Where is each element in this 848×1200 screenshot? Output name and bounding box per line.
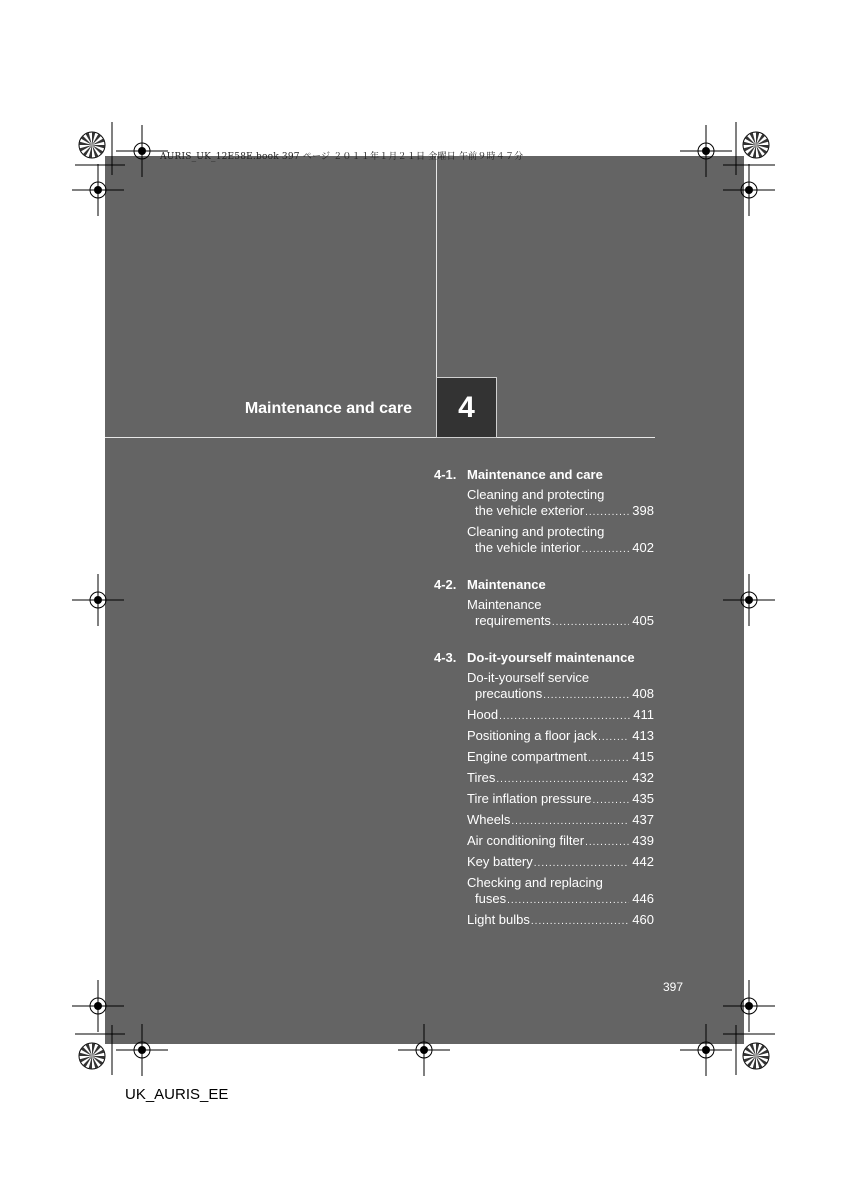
starburst-wedge (92, 145, 103, 154)
starburst-wedge (756, 132, 759, 145)
toc-leader-dots (499, 709, 630, 725)
toc-leader-dots (507, 893, 629, 909)
registration-target (134, 1042, 150, 1058)
toc-page-number: 446 (632, 891, 654, 906)
toc-entry-title: Tires (467, 770, 496, 785)
starburst-wedge (79, 142, 92, 145)
registration-target (90, 998, 106, 1014)
toc-entry-title: Cleaning and protecting (467, 524, 605, 539)
toc-page-number: 415 (632, 749, 654, 764)
starburst-wedge (743, 1053, 756, 1056)
starburst-wedge (743, 145, 756, 152)
toc-entry[interactable] (467, 597, 654, 631)
starburst-wedge (92, 139, 105, 146)
toc-page-number: 405 (632, 613, 654, 628)
toc-section-title: Maintenance (467, 577, 546, 592)
registration-dot (702, 147, 710, 155)
toc-page-number: 411 (633, 707, 654, 722)
starburst-wedge (86, 132, 93, 145)
starburst-wedge (92, 1056, 103, 1065)
starburst-wedge (753, 1056, 756, 1069)
starburst-wedge (750, 1043, 757, 1056)
toc-page-number: 442 (632, 854, 654, 869)
toc-page-number: 398 (632, 503, 654, 518)
starburst-wedge (92, 1043, 95, 1056)
table-of-contents (434, 466, 654, 948)
chapter-title: Maintenance and care (244, 400, 412, 417)
footer-code: UK_AURIS_EE (125, 1086, 229, 1103)
toc-page-number: 435 (632, 791, 654, 806)
toc-entry-title: Key battery (467, 854, 533, 869)
starburst-wedge (79, 145, 92, 152)
toc-entry[interactable] (467, 670, 654, 704)
print-header-meta: AURIS_UK_12E58E.book 397 ページ ２０１１年１月２１日 金曜日 午前９時４７分 (160, 152, 524, 162)
toc-entry-title-cont: the vehicle exterior (475, 503, 585, 518)
registration-target (416, 1042, 432, 1058)
toc-entry[interactable] (467, 487, 654, 521)
starburst-wedge (753, 145, 756, 158)
starburst-wedge (92, 134, 101, 145)
toc-entry-title: Light bulbs (467, 912, 530, 927)
registration-dot (745, 1002, 753, 1010)
toc-entry[interactable] (467, 791, 654, 809)
starburst-wedge (92, 145, 99, 158)
starburst-wedge (79, 1056, 92, 1063)
toc-entry-title-cont: the vehicle interior (475, 540, 581, 555)
toc-page-number: 460 (632, 912, 654, 927)
registration-dot (94, 1002, 102, 1010)
starburst-wedge (747, 145, 756, 156)
toc-entry-title: Cleaning and protecting (467, 487, 605, 502)
starburst-wedge (743, 142, 756, 145)
registration-dot (138, 1046, 146, 1054)
toc-entry[interactable] (467, 707, 654, 725)
toc-leader-dots (598, 730, 629, 746)
starburst-wedge (756, 1056, 763, 1069)
toc-entry-title: Checking and replacing (467, 875, 603, 890)
toc-section-heading (434, 466, 654, 484)
starburst-wedge (92, 1056, 105, 1059)
toc-entry[interactable] (467, 524, 654, 558)
registration-dot (745, 596, 753, 604)
toc-entry-title: Tire inflation pressure (467, 791, 592, 806)
toc-section (434, 466, 654, 558)
toc-entry[interactable] (467, 770, 654, 788)
registration-starburst (743, 1043, 769, 1069)
starburst-wedge (756, 134, 765, 145)
toc-leader-dots (552, 615, 629, 631)
chapter-number-badge: 4 (436, 377, 497, 438)
starburst-wedge (756, 1045, 765, 1056)
starburst-wedge (745, 136, 756, 145)
toc-entry[interactable] (467, 875, 654, 909)
toc-leader-dots (593, 793, 630, 809)
toc-leader-dots (543, 688, 629, 704)
starburst-wedge (79, 1053, 92, 1056)
toc-entry-title-cont: precautions (475, 686, 543, 701)
starburst-wedge (747, 1056, 756, 1067)
starburst-wedge (756, 139, 769, 146)
registration-target (90, 182, 106, 198)
registration-target (698, 1042, 714, 1058)
toc-entry[interactable] (467, 912, 654, 930)
toc-entry-title: Maintenance (467, 597, 542, 612)
toc-section-number: 4-1. (434, 467, 457, 482)
divider-vertical (436, 156, 437, 377)
starburst-wedge (743, 1056, 756, 1063)
toc-entry-title: Engine compartment (467, 749, 587, 764)
toc-leader-dots (511, 814, 629, 830)
toc-entry-title: Air conditioning filter (467, 833, 585, 848)
registration-starburst (79, 132, 105, 158)
toc-entry[interactable] (467, 749, 654, 767)
registration-dot (94, 596, 102, 604)
toc-section-number: 4-3. (434, 650, 457, 665)
toc-leader-dots (582, 542, 630, 558)
starburst-wedge (92, 1056, 99, 1069)
starburst-wedge (89, 145, 92, 158)
toc-page-number: 413 (632, 728, 654, 743)
toc-entry[interactable] (467, 833, 654, 851)
toc-leader-dots (585, 505, 629, 521)
registration-starburst (79, 1043, 105, 1069)
starburst-wedge (756, 145, 769, 148)
toc-section (434, 576, 654, 631)
divider-horizontal (105, 437, 655, 438)
toc-entry-title: Positioning a floor jack (467, 728, 598, 743)
toc-section-heading (434, 576, 654, 594)
toc-section-number: 4-2. (434, 577, 457, 592)
starburst-wedge (756, 1056, 767, 1065)
registration-target (90, 592, 106, 608)
toc-entry-title-cont: requirements (475, 613, 551, 628)
starburst-wedge (92, 1050, 105, 1057)
toc-entry-title: Do-it-yourself service (467, 670, 590, 685)
starburst-wedge (83, 1056, 92, 1067)
starburst-wedge (756, 1043, 759, 1056)
toc-entry-title: Hood (467, 707, 499, 722)
toc-leader-dots (496, 772, 629, 788)
toc-page-number: 432 (632, 770, 654, 785)
toc-leader-dots (531, 914, 629, 930)
toc-page-number: 439 (632, 833, 654, 848)
toc-page-number: 408 (632, 686, 654, 701)
starburst-wedge (92, 145, 105, 148)
starburst-wedge (92, 1045, 101, 1056)
starburst-wedge (750, 132, 757, 145)
registration-dot (420, 1046, 428, 1054)
toc-entry-title-cont: fuses (475, 891, 507, 906)
toc-section-title: Maintenance and care (467, 467, 603, 482)
toc-page-number: 402 (632, 540, 654, 555)
starburst-wedge (756, 1056, 769, 1059)
starburst-wedge (756, 1050, 769, 1057)
toc-section-heading (434, 649, 654, 667)
starburst-wedge (86, 1043, 93, 1056)
toc-leader-dots (588, 751, 629, 767)
toc-entry[interactable] (467, 854, 654, 872)
toc-entry-title: Wheels (467, 812, 511, 827)
registration-dot (94, 186, 102, 194)
toc-entry[interactable] (467, 812, 654, 830)
registration-dot (702, 1046, 710, 1054)
toc-leader-dots (534, 856, 630, 872)
starburst-wedge (745, 1047, 756, 1056)
starburst-wedge (81, 136, 92, 145)
registration-dot (745, 186, 753, 194)
starburst-wedge (81, 1047, 92, 1056)
starburst-wedge (756, 145, 767, 154)
starburst-wedge (83, 145, 92, 156)
toc-page-number: 437 (632, 812, 654, 827)
starburst-wedge (89, 1056, 92, 1069)
toc-section (434, 649, 654, 930)
toc-entry[interactable] (467, 728, 654, 746)
registration-starburst (743, 132, 769, 158)
starburst-wedge (92, 132, 95, 145)
toc-section-title: Do-it-yourself maintenance (467, 650, 635, 665)
registration-dot (138, 147, 146, 155)
page-number: 397 (662, 980, 683, 994)
starburst-wedge (756, 145, 763, 158)
toc-leader-dots (585, 835, 629, 851)
